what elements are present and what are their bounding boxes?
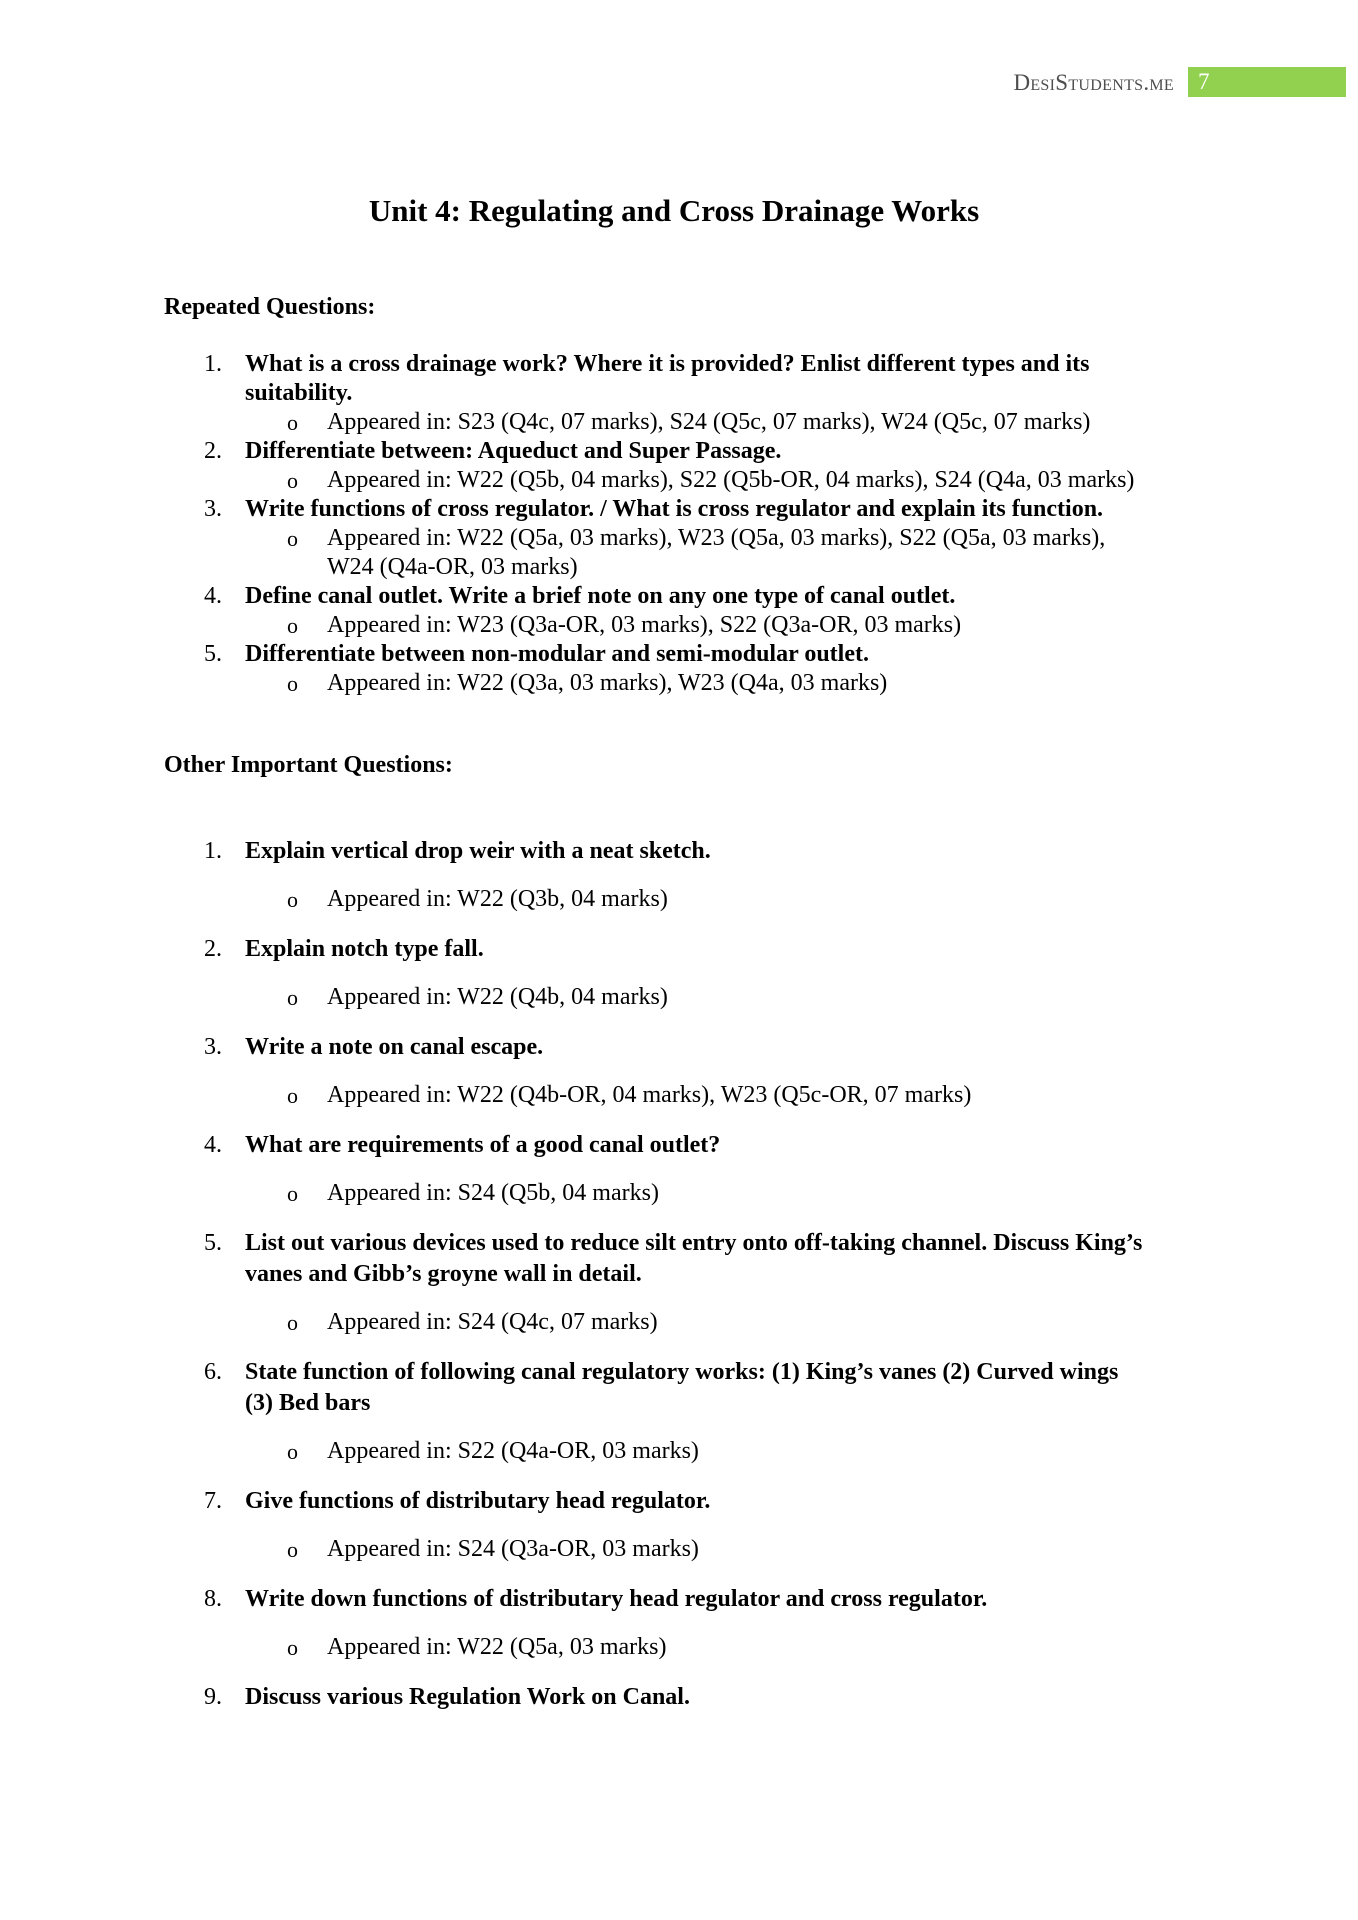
bullet-icon: o (287, 985, 298, 1010)
repeated-question-item (0, 350, 1300, 437)
question (0, 640, 1300, 669)
question-number: 8. (204, 1586, 222, 1612)
bullet-icon: o (287, 1439, 298, 1464)
appeared-text: Appeared in: S24 (Q5b, 04 marks) (327, 1180, 659, 1206)
appeared-text: Appeared in: W22 (Q5b, 04 marks), S22 (Q5b-OR, 04 marks), S24 (Q4a, 03 marks) (327, 467, 1135, 493)
question-text: Write functions of cross regulator. / What is cross regulator and explain its function. (245, 496, 1104, 522)
appeared-in (0, 1308, 1300, 1337)
appeared-in (0, 466, 1300, 495)
appeared-in (0, 408, 1300, 437)
question-text-cont: suitability. (245, 380, 353, 406)
page-number: 7 (1198, 69, 1210, 94)
repeated-questions-list (0, 350, 1300, 698)
question (0, 1584, 1300, 1615)
bullet-icon: o (287, 1310, 298, 1335)
bullet-icon: o (287, 671, 298, 696)
question-number: 2. (204, 936, 222, 962)
question (0, 582, 1300, 611)
question-text: Write a note on canal escape. (245, 1034, 544, 1060)
question-text: Define canal outlet. Write a brief note on any one type of canal outlet. (245, 583, 956, 609)
question-text-cont: vanes and Gibb’s groyne wall in detail. (245, 1261, 642, 1287)
question-text: Give functions of distributary head regulator. (245, 1488, 711, 1514)
question-number: 9. (204, 1684, 222, 1710)
page-number-badge (1188, 67, 1346, 97)
bullet-icon: o (287, 468, 298, 493)
repeated-question-item (0, 640, 1300, 698)
question-text: Explain vertical drop weir with a neat sketch. (245, 838, 711, 864)
question-number: 1. (204, 838, 222, 864)
appeared-in (0, 1179, 1300, 1208)
site-name: DesiStudents.me (1013, 70, 1174, 95)
question-text: List out various devices used to reduce silt entry onto off-taking channel. Discuss King’s (245, 1230, 1143, 1256)
appeared-text: Appeared in: S24 (Q3a-OR, 03 marks) (327, 1536, 699, 1562)
question-text: What is a cross drainage work? Where it is provided? Enlist different types and its (245, 351, 1090, 377)
other-question-item (0, 1032, 1300, 1110)
appeared-in (0, 885, 1300, 914)
question-number: 3. (204, 496, 222, 522)
question (0, 437, 1300, 466)
bullet-icon: o (287, 1083, 298, 1108)
question (0, 1032, 1300, 1063)
question-text: State function of following canal regulatory works: (1) King’s vanes (2) Curved wings (245, 1359, 1119, 1385)
question-number: 5. (204, 1230, 222, 1256)
bullet-icon: o (287, 1635, 298, 1660)
appeared-text: Appeared in: S22 (Q4a-OR, 03 marks) (327, 1438, 699, 1464)
bullet-icon: o (287, 613, 298, 638)
appeared-in (0, 1535, 1300, 1564)
other-questions-list (0, 836, 1300, 1733)
other-questions-heading: Other Important Questions: (164, 752, 453, 778)
question (0, 495, 1300, 524)
appeared-text: Appeared in: W22 (Q5a, 03 marks) (327, 1634, 667, 1660)
repeated-questions-heading: Repeated Questions: (164, 294, 376, 320)
appeared-text: Appeared in: W22 (Q5a, 03 marks), W23 (Q5a, 03 marks), S22 (Q5a, 03 marks), (327, 525, 1106, 551)
question-text: Differentiate between non-modular and semi-modular outlet. (245, 641, 869, 667)
question-text: Write down functions of distributary head regulator and cross regulator. (245, 1586, 988, 1612)
question-text: Explain notch type fall. (245, 936, 484, 962)
appeared-text-cont: W24 (Q4a-OR, 03 marks) (327, 554, 578, 580)
bullet-icon: o (287, 410, 298, 435)
question-number: 5. (204, 641, 222, 667)
question-text: What are requirements of a good canal outlet? (245, 1132, 721, 1158)
question (0, 1228, 1300, 1290)
question-text: Discuss various Regulation Work on Canal. (245, 1684, 690, 1710)
bullet-icon: o (287, 1181, 298, 1206)
appeared-in (0, 1081, 1300, 1110)
question-text: Differentiate between: Aqueduct and Super Passage. (245, 438, 782, 464)
other-question-item (0, 934, 1300, 1012)
appeared-text: Appeared in: W22 (Q4b-OR, 04 marks), W23 (Q5c-OR, 07 marks) (327, 1082, 972, 1108)
question-number: 4. (204, 583, 222, 609)
appeared-text: Appeared in: S24 (Q4c, 07 marks) (327, 1309, 658, 1335)
question (0, 1486, 1300, 1517)
other-question-item (0, 1130, 1300, 1208)
question-number: 6. (204, 1359, 222, 1385)
appeared-text: Appeared in: W22 (Q4b, 04 marks) (327, 984, 668, 1010)
appeared-in (0, 983, 1300, 1012)
bullet-icon: o (287, 887, 298, 912)
question (0, 934, 1300, 965)
question-number: 2. (204, 438, 222, 464)
bullet-icon: o (287, 526, 298, 551)
other-question-item (0, 836, 1300, 914)
appeared-text: Appeared in: W23 (Q3a-OR, 03 marks), S22 (Q3a-OR, 03 marks) (327, 612, 962, 638)
question (0, 1130, 1300, 1161)
bullet-icon: o (287, 1537, 298, 1562)
appeared-in (0, 669, 1300, 698)
appeared-in (0, 611, 1300, 640)
question (0, 836, 1300, 867)
other-question-item (0, 1228, 1300, 1337)
question (0, 1682, 1300, 1713)
repeated-question-item (0, 582, 1300, 640)
question (0, 1357, 1300, 1419)
repeated-question-item (0, 495, 1300, 582)
repeated-question-item (0, 437, 1300, 495)
question-number: 3. (204, 1034, 222, 1060)
appeared-in (0, 1437, 1300, 1466)
question-number: 4. (204, 1132, 222, 1158)
appeared-in (0, 1633, 1300, 1662)
appeared-in (0, 524, 1300, 582)
question-number: 7. (204, 1488, 222, 1514)
other-question-item (0, 1357, 1300, 1466)
other-question-item (0, 1584, 1300, 1662)
other-question-item (0, 1682, 1300, 1713)
page-title: Unit 4: Regulating and Cross Drainage Works (368, 193, 980, 228)
question-number: 1. (204, 351, 222, 377)
appeared-text: Appeared in: S23 (Q4c, 07 marks), S24 (Q5c, 07 marks), W24 (Q5c, 07 marks) (327, 409, 1091, 435)
other-question-item (0, 1486, 1300, 1564)
question-text-cont: (3) Bed bars (245, 1390, 371, 1416)
appeared-text: Appeared in: W22 (Q3a, 03 marks), W23 (Q4a, 03 marks) (327, 670, 888, 696)
question (0, 350, 1300, 408)
appeared-text: Appeared in: W22 (Q3b, 04 marks) (327, 886, 668, 912)
